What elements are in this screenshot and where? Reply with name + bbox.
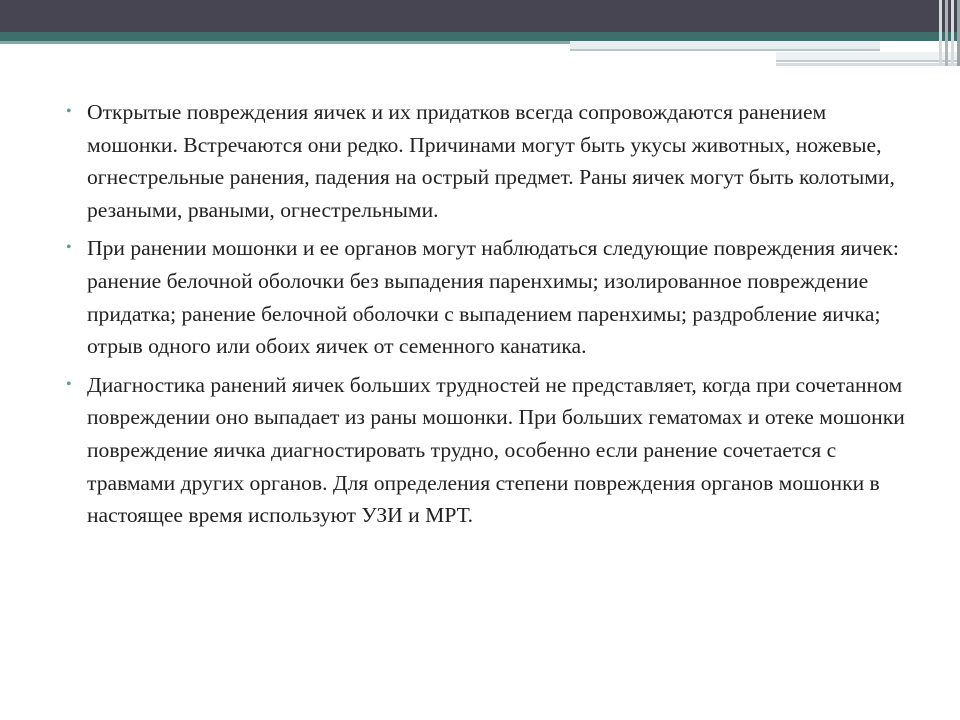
bullet-text: Открытые повреждения яичек и их придатков всегда сопровождаются ранением мошонки. Встречаются они редко. Причинами могут быть укусы животных, ножевые, огнестрельные ранения, падения на острый предмет. Раны яичек могут быть колотыми, резаными, рваными, огнестрельными. (87, 100, 895, 222)
bullet-dot-icon: • (66, 239, 72, 257)
bullet-text: Диагностика ранений яичек больших трудностей не представляет, когда при сочетанном повреждении оно выпадает из раны мошонки. При больших гематомах и отеке мошонки повреждение яичка диагностировать трудно, особенно если ранение сочетается с травмами других органов. Для определения степени повреждения органов мошонки в настоящее время используют УЗИ и МРТ. (87, 372, 905, 528)
slide-bullet-list (66, 96, 916, 538)
bullet-text: При ранении мошонки и ее органов могут наблюдаться следующие повреждения яичек: ранение белочной оболочки без выпадения паренхимы; изолированное повреждение придатка; ранение белочной оболочки с выпадением паренхимы; раздробление яичка; отрыв одного или обоих яичек от семенного канатика. (87, 236, 899, 359)
header-light-stripe (0, 41, 570, 44)
bullet-dot-icon: • (66, 103, 72, 120)
bullet-item (66, 369, 916, 532)
bullet-dot-icon: • (66, 375, 72, 393)
header-band (0, 0, 960, 32)
decor-vertical-bars (930, 0, 960, 66)
bullet-item (66, 96, 916, 226)
decor-bar-top (570, 41, 880, 51)
bullet-item (66, 232, 916, 362)
header-teal-stripe (0, 32, 960, 41)
